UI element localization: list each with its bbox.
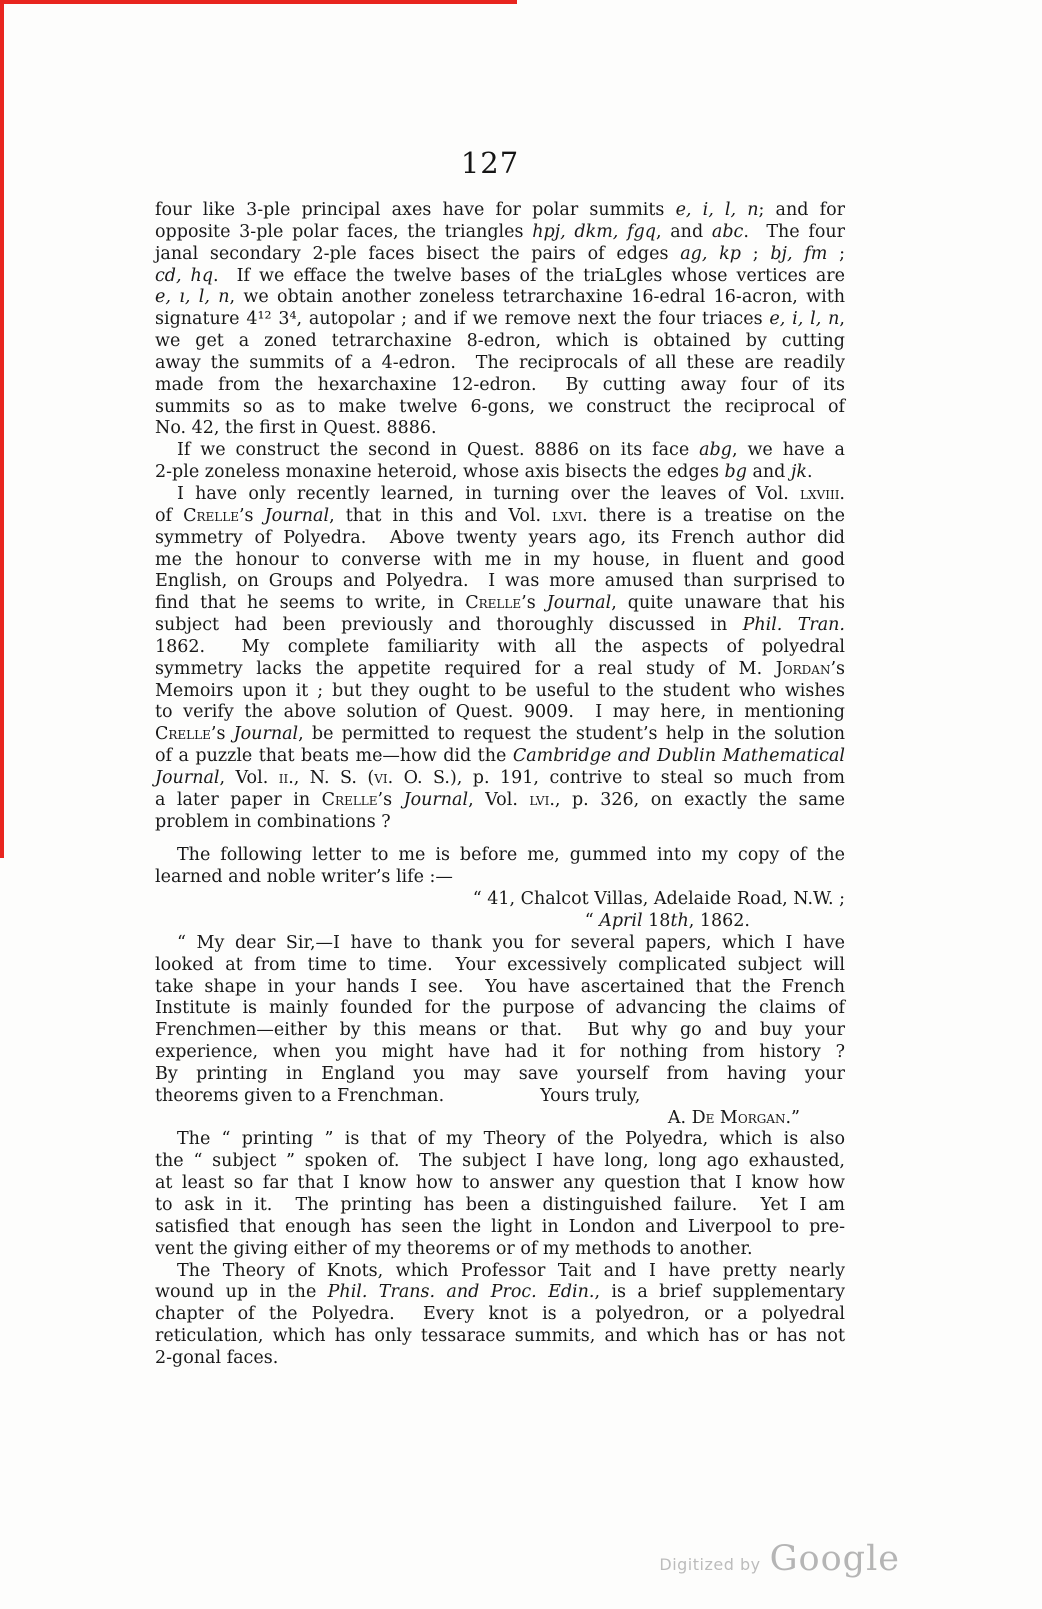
text-line: “ 41, Chalcot Villas, Adelaide Road, N.W. ; [472, 889, 845, 910]
text-line: learned and noble writer’s life :— [155, 867, 453, 888]
scan-red-edge-left [0, 0, 4, 858]
text-line: take shape in your hands I see. You have ascertained that the French [155, 976, 845, 997]
text-line: away the summits of a 4-edron. The reciprocals of all these are readily [155, 352, 845, 373]
text-line: theorems given to a Frenchman. Yours truly, [155, 1085, 641, 1106]
paragraph [155, 440, 845, 484]
page-body [155, 200, 845, 1370]
text-line: of a puzzle that beats me—how did the Cambridge and Dublin Mathematical [155, 746, 845, 767]
paragraph [155, 1108, 845, 1130]
page-number: 127 [460, 146, 520, 180]
text-line: Institute is mainly founded for the purpose of advancing the claims of [155, 998, 845, 1019]
text-line: of Crelle’s Journal, that in this and Vol. lxvi. there is a treatise on the [155, 505, 846, 526]
text-line: The Theory of Knots, which Professor Tait and I have pretty nearly [177, 1260, 845, 1281]
text-line: made from the hexarchaxine 12-edron. By cutting away four of its [155, 374, 845, 395]
text-line: problem in combinations ? [155, 811, 391, 832]
text-line: The following letter to me is before me, gummed into my copy of the [177, 845, 845, 866]
text-line: cd, hq. If we efface the twelve bases of the triaLgles whose vertices are [155, 265, 845, 286]
text-line: to ask in it. The printing has been a distinguished failure. Yet I am [155, 1194, 845, 1215]
paragraph [155, 1129, 845, 1260]
paragraph [155, 933, 845, 1108]
paragraph [155, 200, 845, 440]
paragraph [155, 1261, 845, 1370]
text-line: The “ printing ” is that of my Theory of the Polyedra, which is also [177, 1129, 845, 1150]
text-line: e, ı, l, n, we obtain another zoneless tetrarchaxine 16-edral 16-acron, with [155, 287, 845, 308]
paragraph [155, 889, 845, 933]
text-line: reticulation, which has only tessarace summits, and which has or has not [155, 1326, 845, 1347]
text-line: Journal, Vol. ii., N. S. (vi. O. S.), p. 191, contrive to steal so much from [155, 767, 845, 788]
scan-red-edge-top [0, 0, 517, 4]
watermark [659, 1539, 900, 1579]
digitized-by-text: Digitized by [659, 1555, 761, 1574]
text-line: “ My dear Sir,—I have to thank you for several papers, which I have [177, 932, 845, 953]
text-line: 1862. My complete familiarity with all the aspects of polyedral [155, 636, 845, 657]
text-line: find that he seems to write, in Crelle’s Journal, quite unaware that his [155, 593, 845, 614]
text-line: subject had been previously and thoroughly discussed in Phil. Tran. [155, 615, 845, 636]
text-line: the “ subject ” spoken of. The subject I have long, long ago exhausted, [155, 1151, 845, 1172]
text-line: experience, when you might have had it for nothing from history ? [155, 1042, 845, 1063]
text-line: “ April 18th, 1862. [584, 911, 750, 931]
text-line: vent the giving either of my theorems or of my methods to another. [155, 1238, 753, 1259]
text-line: Crelle’s Journal, be permitted to request the student’s help in the solution [155, 724, 846, 745]
text-line: signature 4¹² 3⁴, autopolar ; and if we remove next the four triaces e, i, l, n, [155, 309, 845, 330]
text-line: Memoirs upon it ; but they ought to be useful to the student who wishes [155, 680, 845, 701]
text-line: wound up in the Phil. Trans. and Proc. Edin., is a brief supplementary [155, 1282, 845, 1303]
paragraph [155, 845, 845, 889]
text-line: we get a zoned tetrarchaxine 8-edron, which is obtained by cutting [155, 331, 845, 352]
text-line: symmetry lacks the appetite required for a real study of M. Jordan’s [155, 658, 845, 679]
text-line: English, on Groups and Polyedra. I was more amused than surprised to [155, 571, 845, 592]
paragraph [155, 484, 845, 834]
text-line: opposite 3-ple polar faces, the triangles hpj, dkm, fgq, and abc. The four [155, 221, 846, 242]
text-line: janal secondary 2-ple faces bisect the pairs of edges ag, kp ; bj, fm ; [155, 243, 845, 264]
text-line: 2-gonal faces. [155, 1347, 279, 1368]
text-line: symmetry of Polyedra. Above twenty years ago, its French author did [155, 527, 845, 548]
text-line: Frenchmen—either by this means or that. But why go and buy your [155, 1020, 845, 1041]
text-line: looked at from time to time. Your excessively complicated subject will [155, 954, 845, 975]
google-logo-text: Google [769, 1539, 900, 1579]
text-line: to verify the above solution of Quest. 9009. I may here, in mentioning [155, 702, 845, 723]
text-line: 2-ple zoneless monaxine heteroid, whose axis bisects the edges bg and jk. [155, 462, 813, 483]
text-line: satisfied that enough has seen the light in London and Liverpool to pre- [155, 1216, 845, 1237]
text-line: No. 42, the first in Quest. 8886. [155, 418, 437, 439]
text-line: If we construct the second in Quest. 8886 on its face abg, we have a [177, 440, 845, 461]
text-line: summits so as to make twelve 6-gons, we construct the reciprocal of [155, 396, 845, 417]
text-line: chapter of the Polyedra. Every knot is a polyedron, or a polyedral [155, 1304, 845, 1325]
text-line: a later paper in Crelle’s Journal, Vol. lvi., p. 326, on exactly the same [155, 789, 846, 810]
text-line: me the honour to converse with me in my house, in fluent and good [155, 549, 845, 570]
text-line: at least so far that I know how to answer any question that I know how [155, 1173, 845, 1194]
text-line: A. De Morgan.” [667, 1107, 800, 1128]
text-line: four like 3-ple principal axes have for polar summits e, i, l, n; and for [155, 200, 845, 220]
text-line: I have only recently learned, in turning over the leaves of Vol. lxviii. [177, 483, 845, 504]
text-line: By printing in England you may save yourself from having your [155, 1063, 845, 1084]
